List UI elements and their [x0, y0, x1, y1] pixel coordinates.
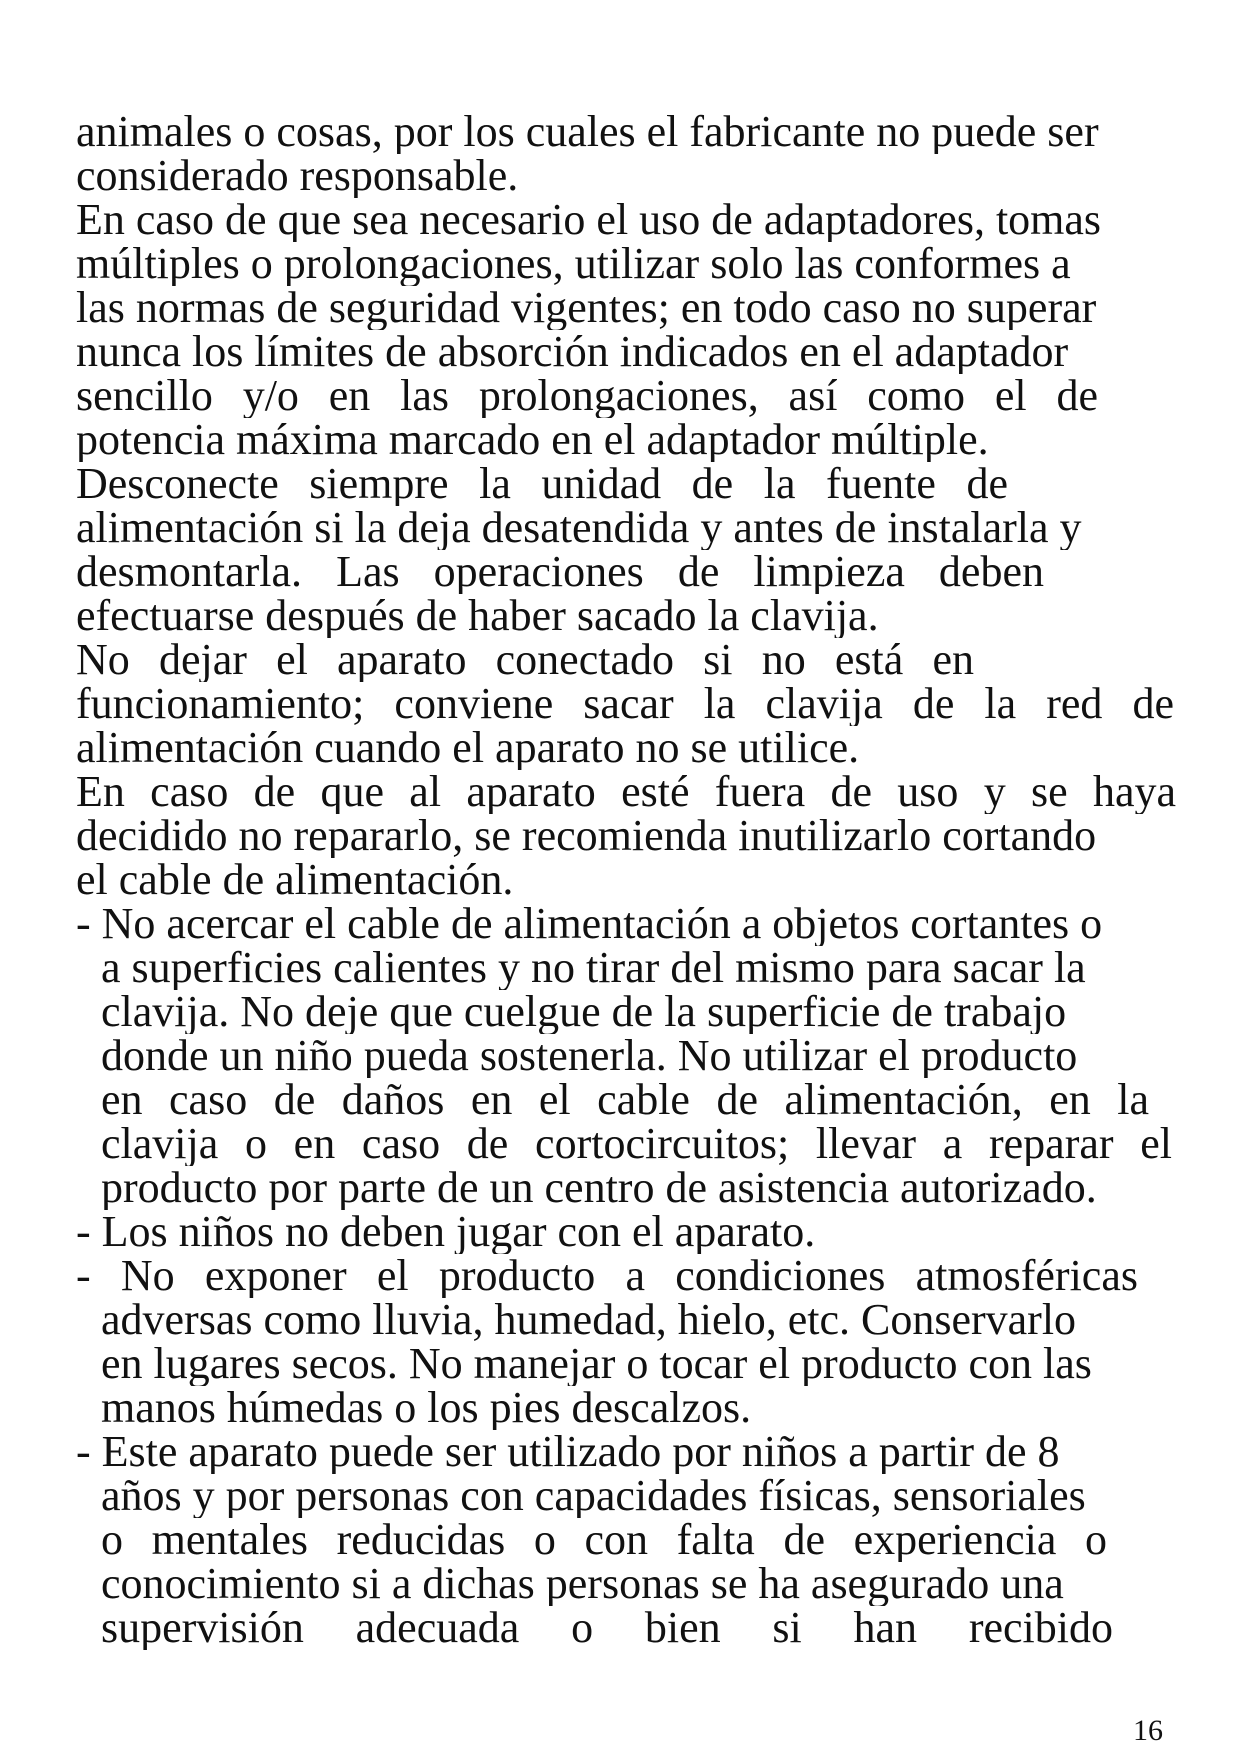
text-line: o mentales reducidas o con falta de experiencia o [101, 1518, 1107, 1562]
text-line: clavija. No deje que cuelgue de la superficie de trabajo [101, 990, 1067, 1034]
text-line: años y por personas con capacidades físicas, sensoriales [101, 1474, 1086, 1518]
text-line: a superficies calientes y no tirar del mismo para sacar la [101, 946, 1086, 990]
text-line: - No exponer el producto a condiciones atmosféricas [76, 1254, 1138, 1298]
body-text [76, 110, 1176, 1650]
text-line: sencillo y/o en las prolongaciones, así como el de [76, 374, 1098, 418]
text-line: No dejar el aparato conectado si no está en [76, 638, 974, 682]
page-number: 16 [1133, 1714, 1163, 1747]
text-line: - Este aparato puede ser utilizado por niños a partir de 8 [76, 1430, 1060, 1474]
text-line: clavija o en caso de cortocircuitos; llevar a reparar el [101, 1122, 1172, 1166]
text-line: alimentación cuando el aparato no se utilice. [76, 726, 860, 770]
text-line: producto por parte de un centro de asistencia autorizado. [101, 1166, 1097, 1210]
text-line: conocimiento si a dichas personas se ha asegurado una [101, 1562, 1064, 1606]
text-line: - No acercar el cable de alimentación a objetos cortantes o [76, 902, 1103, 946]
text-line: - Los niños no deben jugar con el aparato. [76, 1210, 816, 1254]
text-line: En caso de que sea necesario el uso de adaptadores, tomas [76, 198, 1102, 242]
text-line: considerado responsable. [76, 154, 519, 198]
text-line: potencia máxima marcado en el adaptador múltiple. [76, 418, 989, 462]
text-line: nunca los límites de absorción indicados en el adaptador [76, 330, 1069, 374]
text-line: múltiples o prolongaciones, utilizar solo las conformes a [76, 242, 1071, 286]
text-line: manos húmedas o los pies descalzos. [101, 1386, 752, 1430]
text-line: efectuarse después de haber sacado la clavija. [76, 594, 879, 638]
text-line: funcionamiento; conviene sacar la clavija de la red de [76, 682, 1174, 726]
text-line: desmontarla. Las operaciones de limpieza deben [76, 550, 1044, 594]
text-line: animales o cosas, por los cuales el fabricante no puede ser [76, 110, 1099, 154]
text-line: decidido no repararlo, se recomienda inutilizarlo cortando [76, 814, 1097, 858]
text-line: el cable de alimentación. [76, 858, 514, 902]
text-line: adversas como lluvia, humedad, hielo, etc. Conservarlo [101, 1298, 1077, 1342]
text-line: en lugares secos. No manejar o tocar el producto con las [101, 1342, 1092, 1386]
text-line: Desconecte siempre la unidad de la fuente de [76, 462, 1008, 506]
text-line: supervisión adecuada o bien si han recibido [101, 1606, 1113, 1650]
text-line: en caso de daños en el cable de alimentación, en la [101, 1078, 1149, 1122]
text-line: En caso de que al aparato esté fuera de uso y se haya [76, 770, 1176, 814]
text-line: donde un niño pueda sostenerla. No utilizar el producto [101, 1034, 1078, 1078]
text-line: alimentación si la deja desatendida y antes de instalarla y [76, 506, 1082, 550]
text-line: las normas de seguridad vigentes; en todo caso no superar [76, 286, 1097, 330]
